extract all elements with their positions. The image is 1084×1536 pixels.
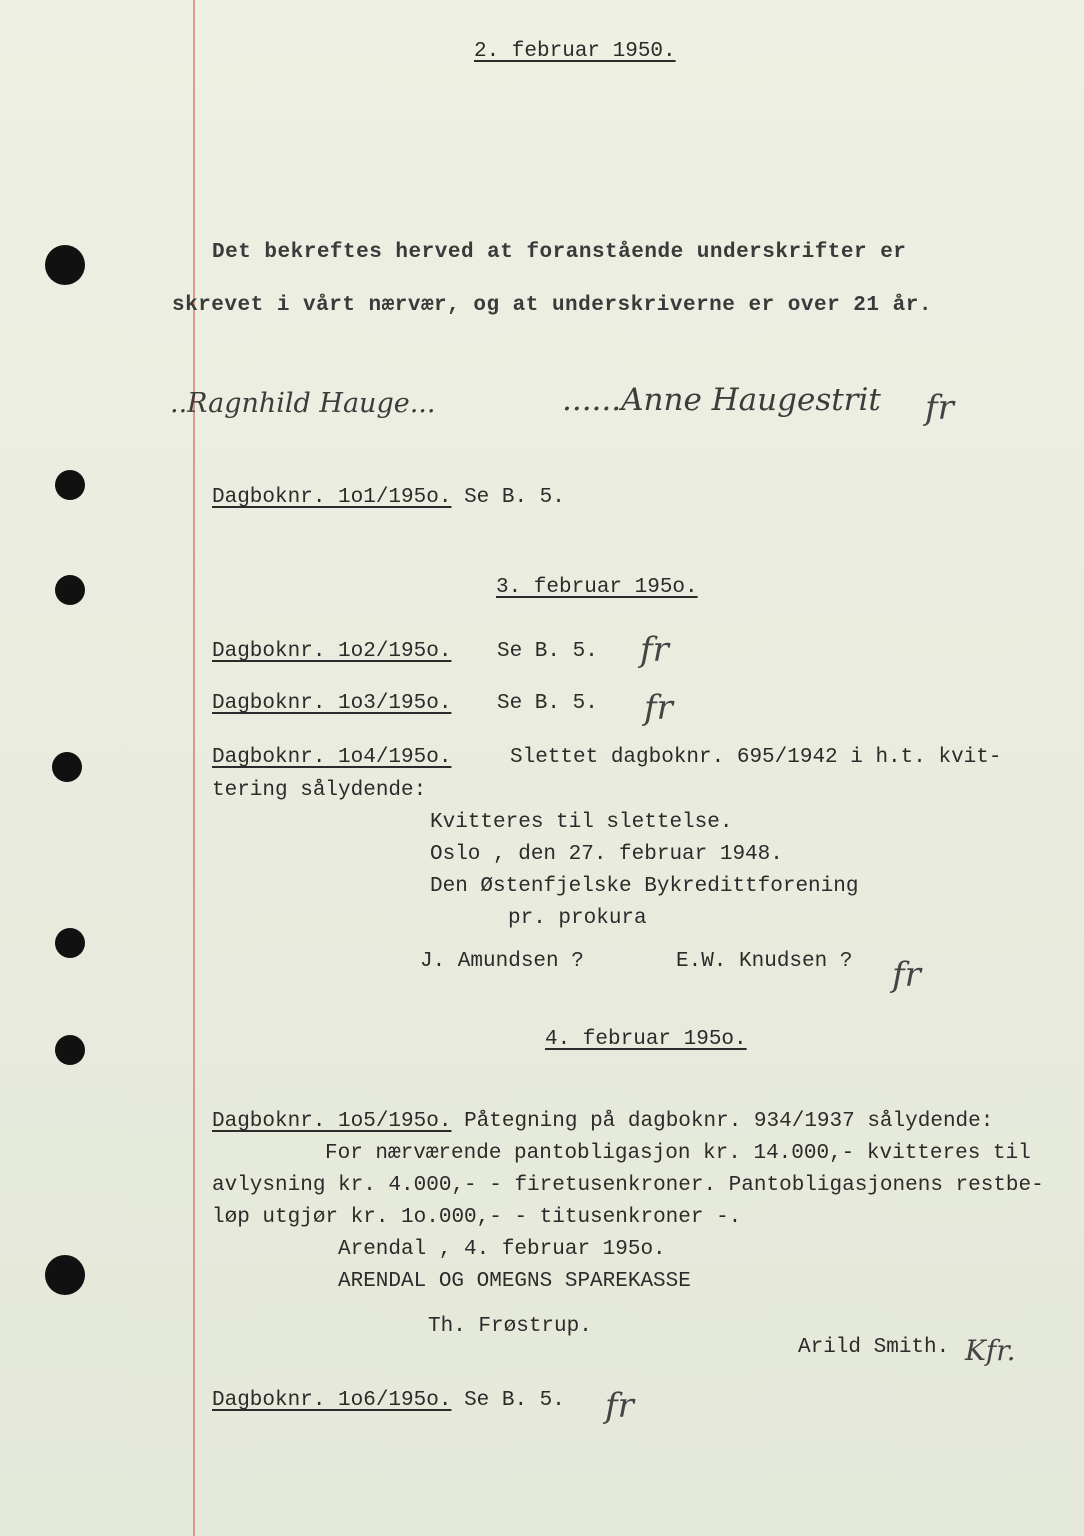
margin-line <box>193 0 195 1536</box>
entry-text: Påtegning på dagboknr. 934/1937 sålydende: <box>464 1110 994 1133</box>
signature-text: Arild Smith. <box>798 1336 950 1359</box>
entry-text: For nærværende pantobligasjon kr. 14.000,- kvitteres til <box>325 1142 1031 1165</box>
signature-text: J. Amundsen ? <box>420 950 584 973</box>
entry-ref: Dagboknr. 1o1/195o. <box>212 486 452 509</box>
entry-ref: Dagboknr. 1o6/195o. <box>212 1389 452 1412</box>
handwritten-mark: fr <box>640 630 669 670</box>
punch-hole <box>55 470 85 500</box>
witness-signature-left: ..Ragnhild Hauge... <box>170 388 436 419</box>
quoted-text: ARENDAL OG OMEGNS SPAREKASSE <box>338 1270 691 1293</box>
punch-hole <box>45 245 85 285</box>
entry-text: Se B. 5. <box>497 640 598 663</box>
entry-ref: Dagboknr. 1o3/195o. <box>212 692 452 715</box>
signature-text: E.W. Knudsen ? <box>676 950 853 973</box>
handwritten-mark: fr <box>644 688 673 728</box>
entry-text: avlysning kr. 4.000,- - firetusenkroner. Pantobligasjonens restbe- <box>212 1174 1044 1197</box>
quoted-text: Oslo , den 27. februar 1948. <box>430 843 783 866</box>
entry-ref: Dagboknr. 1o4/195o. <box>212 746 452 769</box>
punch-hole <box>55 1035 85 1065</box>
date-heading: 3. februar 195o. <box>496 576 698 599</box>
punch-hole <box>55 928 85 958</box>
witness-signature-right: ......Anne Haugestrit <box>562 382 881 418</box>
signature-text: Th. Frøstrup. <box>428 1315 592 1338</box>
entry-ref: Dagboknr. 1o5/195o. <box>212 1110 452 1133</box>
punch-hole <box>45 1255 85 1295</box>
quoted-text: pr. prokura <box>508 907 647 930</box>
entry-text: Se B. 5. <box>497 692 598 715</box>
entry-text: løp utgjør kr. 1o.000,- - titusenkroner -. <box>212 1206 742 1229</box>
date-heading: 4. februar 195o. <box>545 1028 747 1051</box>
quoted-text: Kvitteres til slettelse. <box>430 811 733 834</box>
entry-ref: Dagboknr. 1o2/195o. <box>212 640 452 663</box>
quoted-text: Arendal , 4. februar 195o. <box>338 1238 666 1261</box>
entry-text: Se B. 5. <box>464 486 565 509</box>
handwritten-mark: fr <box>925 388 954 428</box>
quoted-text: Den Østenfjelske Bykredittforening <box>430 875 859 898</box>
entry-text: Slettet dagboknr. 695/1942 i h.t. kvit- <box>510 746 1002 769</box>
handwritten-mark: Kfr. <box>965 1334 1016 1367</box>
handwritten-mark: fr <box>605 1386 634 1426</box>
date-heading: 2. februar 1950. <box>474 40 676 63</box>
punch-hole <box>52 752 82 782</box>
certification-line: Det bekreftes herved at foranstående underskrifter er <box>212 241 907 264</box>
entry-text: Se B. 5. <box>464 1389 565 1412</box>
entry-text: tering sålydende: <box>212 779 427 802</box>
certification-line: skrevet i vårt nærvær, og at underskriverne er over 21 år. <box>172 294 932 317</box>
handwritten-mark: fr <box>892 955 921 995</box>
punch-hole <box>55 575 85 605</box>
